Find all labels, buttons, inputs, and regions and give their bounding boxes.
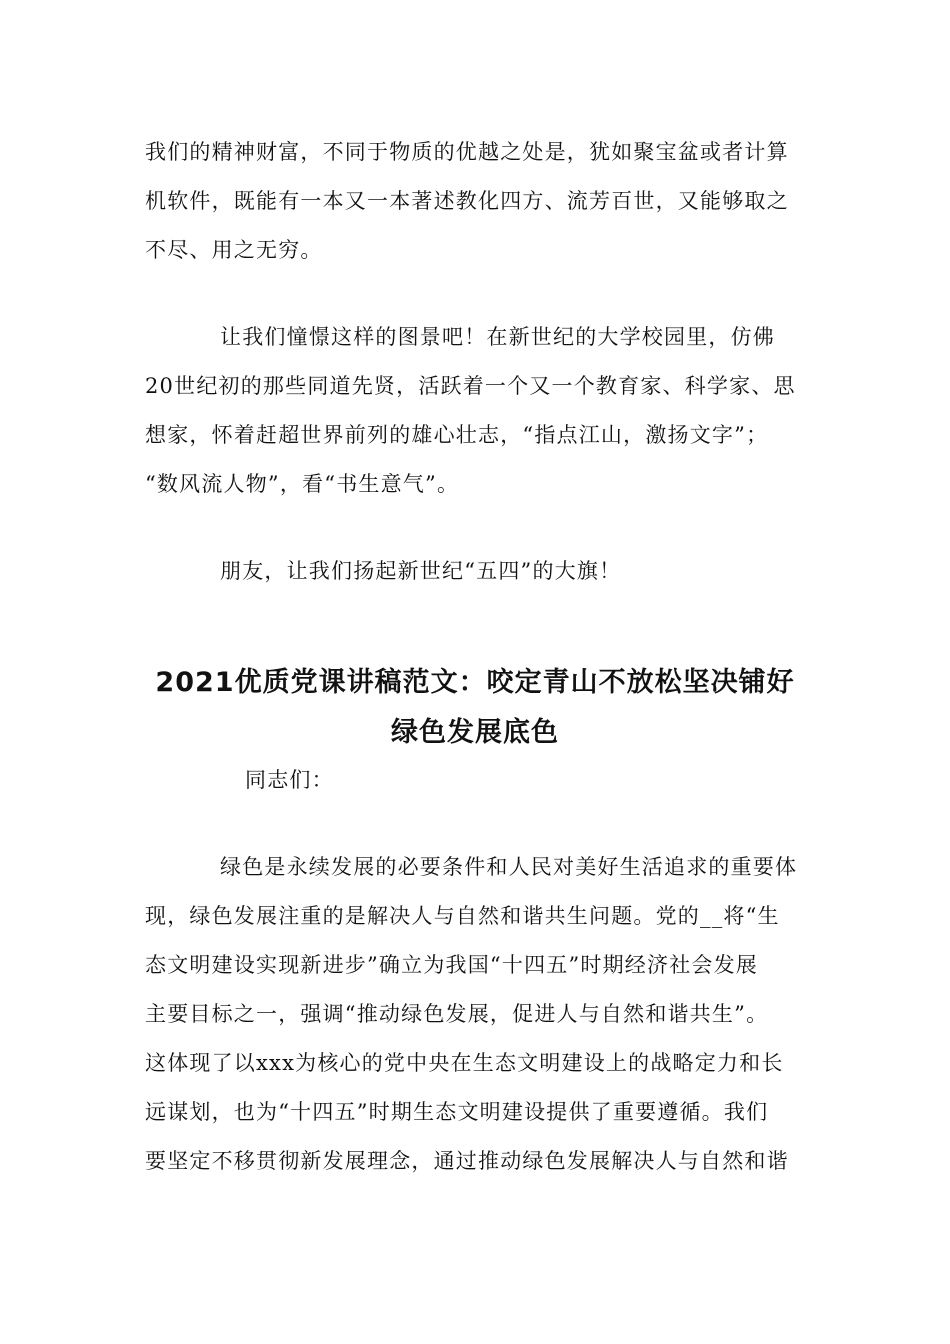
paragraph-line: 绿色是永续发展的必要条件和人民对美好生活追求的重要体 <box>220 855 798 879</box>
paragraph-line: 想家，怀着赶超世界前列的雄心壮志，“指点江山，激扬文字”； <box>145 423 769 447</box>
paragraph-line: 让我们憧憬这样的图景吧！在新世纪的大学校园里，仿佛 <box>220 325 775 349</box>
paragraph-line: 不尽、用之无穷。 <box>145 238 323 262</box>
paragraph-line: “数风流人物”，看“书生意气”。 <box>145 472 460 496</box>
salutation: 同志们： <box>245 768 334 792</box>
paragraph-line: 主要目标之一，强调“推动绿色发展，促进人与自然和谐共生”。 <box>145 1002 769 1026</box>
paragraph-line: 这体现了以xxx为核心的党中央在生态文明建设上的战略定力和长 <box>145 1051 784 1075</box>
article-title-line-2: 绿色发展底色 <box>391 717 559 748</box>
article-title-line-1: 2021优质党课讲稿范文：咬定青山不放松坚决铺好 <box>155 667 795 698</box>
paragraph-line: 我们的精神财富，不同于物质的优越之处是，犹如聚宝盆或者计算 <box>145 140 789 164</box>
paragraph-line: 20世纪初的那些同道先贤，活跃着一个又一个教育家、科学家、思 <box>145 374 796 398</box>
paragraph-line: 朋友，让我们扬起新世纪“五四”的大旗！ <box>220 559 622 583</box>
paragraph-line: 远谋划，也为“十四五”时期生态文明建设提供了重要遵循。我们 <box>145 1100 769 1124</box>
paragraph-line: 现，绿色发展注重的是解决人与自然和谐共生问题。党的__将“生 <box>145 904 780 928</box>
paragraph-line: 态文明建设实现新进步”确立为我国“十四五”时期经济社会发展 <box>145 953 759 977</box>
paragraph-line: 要坚定不移贯彻新发展理念，通过推动绿色发展解决人与自然和谐 <box>145 1149 789 1173</box>
paragraph-line: 机软件，既能有一本又一本著述教化四方、流芳百世，又能够取之 <box>145 189 789 213</box>
